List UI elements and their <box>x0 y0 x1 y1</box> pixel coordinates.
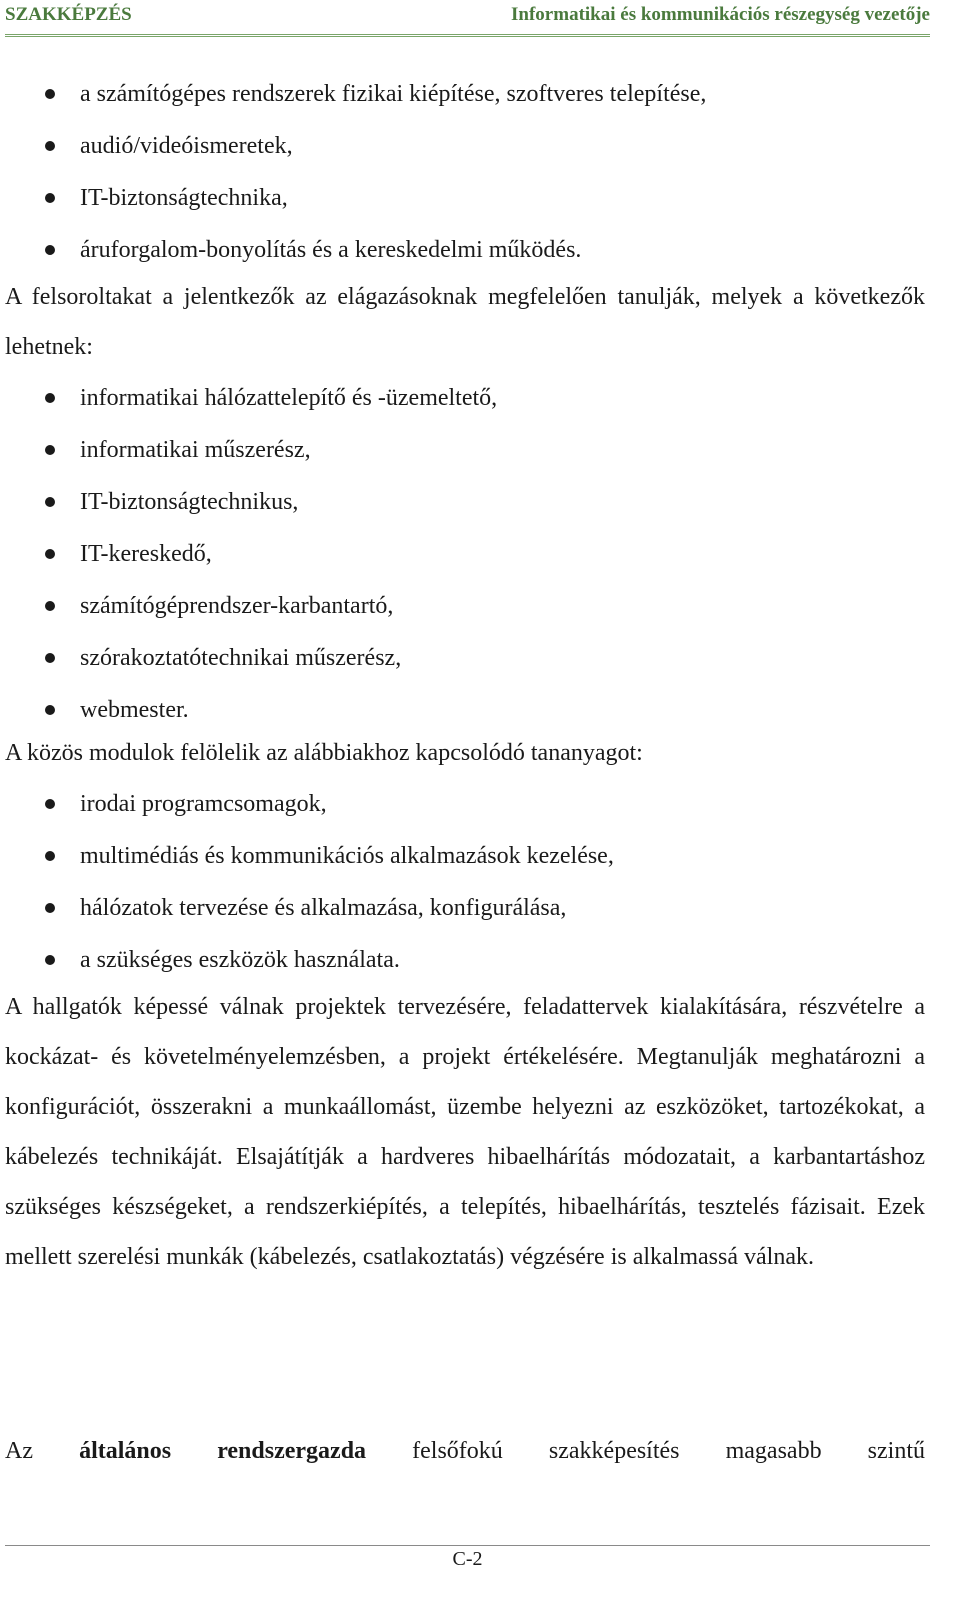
list-item: számítógéprendszer-karbantartó, <box>5 580 925 632</box>
bullet-list-1 <box>5 68 925 276</box>
paragraph-text <box>5 1426 925 1476</box>
bold-term: általános rendszergazda <box>79 1438 367 1464</box>
paragraph-1 <box>5 272 925 372</box>
list-item: multimédiás és kommunikációs alkalmazások kezelése, <box>5 830 925 882</box>
list-item: IT-biztonságtechnika, <box>5 172 925 224</box>
list-item: szórakoztatótechnikai műszerész, <box>5 632 925 684</box>
paragraph-4 <box>5 1426 925 1476</box>
list-item: a szükséges eszközök használata. <box>5 934 925 986</box>
list-item: a számítógépes rendszerek fizikai kiépítése, szoftveres telepítése, <box>5 68 925 120</box>
list-item: áruforgalom-bonyolítás és a kereskedelmi működés. <box>5 224 925 276</box>
paragraph-text: A közös modulok felölelik az alábbiakhoz kapcsolódó tananyagot: <box>5 740 643 766</box>
list-item: IT-kereskedő, <box>5 528 925 580</box>
bullet-list-2 <box>5 372 925 736</box>
paragraph-start: Az <box>5 1438 80 1464</box>
paragraph-3 <box>5 982 925 1282</box>
paragraph-end: felsőfokú szakképesítés magasabb szintű <box>366 1438 925 1464</box>
list-item: hálózatok tervezése és alkalmazása, konfigurálása, <box>5 882 925 934</box>
paragraph-2 <box>5 728 925 778</box>
list-item: irodai programcsomagok, <box>5 778 925 830</box>
paragraph-text: A felsoroltakat a jelentkezők az elágazásoknak megfelelően tanulják, melyek a következők lehetnek: <box>5 284 925 360</box>
list-item: informatikai hálózattelepítő és -üzemeltető, <box>5 372 925 424</box>
page-number: C-2 <box>452 1548 483 1570</box>
header-right-title: Informatikai és kommunikációs részegység vezetője <box>511 4 930 25</box>
page-header <box>5 0 930 37</box>
paragraph-text: A hallgatók képessé válnak projektek tervezésére, feladattervek kialakítására, részvételre a kockázat- és követelményelemzésben, a projekt értékelésére. Megtanulják meghatározni a konfigurációt, összerakni a munkaállomást, üzembe helyezni az eszközöket, tartozékokat, a kábelezés technikáját. Elsajátítják a hardveres hibaelhárítás módozatait, a karbantartáshoz szükséges készségeket, a rendszerkiépítés, a telepítés, hibaelhárítás, tesztelés fázisait. Ezek mellett szerelési munkák (kábelezés, csatlakoztatás) végzésére is alkalmassá válnak. <box>5 994 925 1270</box>
footer-rule <box>5 1545 930 1546</box>
list-item: webmester. <box>5 684 925 736</box>
list-item: IT-biztonságtechnikus, <box>5 476 925 528</box>
bullet-list-3 <box>5 778 925 986</box>
list-item: informatikai műszerész, <box>5 424 925 476</box>
list-item: audió/videóismeretek, <box>5 120 925 172</box>
header-left-title: SZAKKÉPZÉS <box>5 4 132 25</box>
